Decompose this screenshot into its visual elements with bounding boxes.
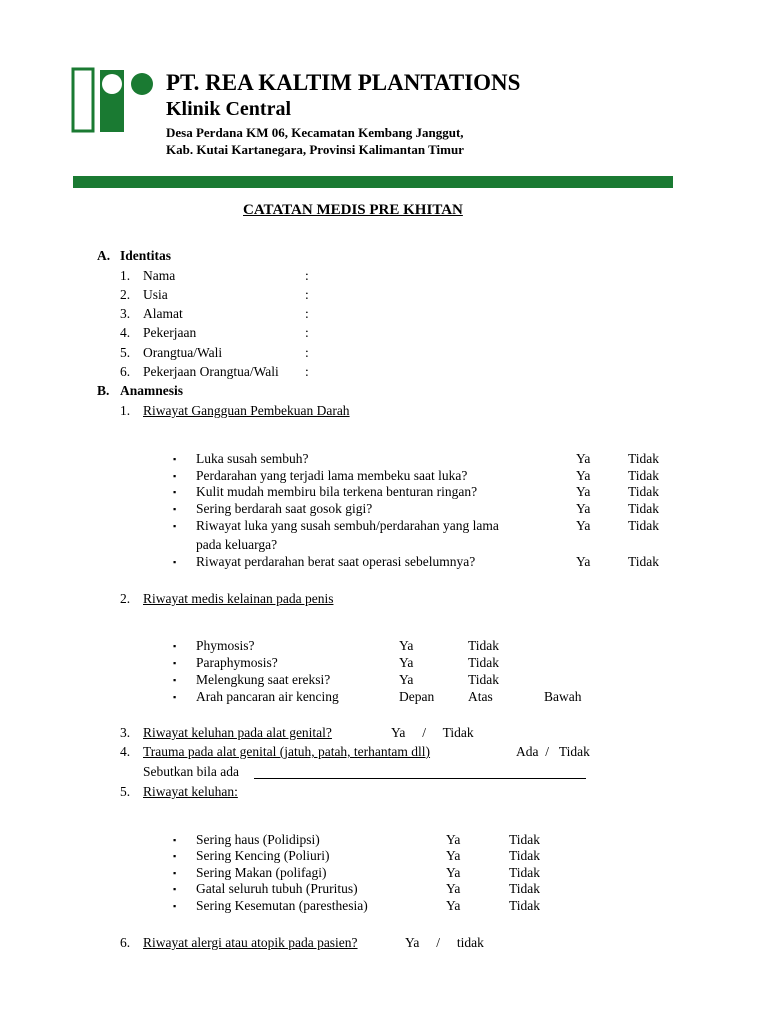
option-no: Tidak bbox=[509, 881, 541, 896]
option-up: Atas bbox=[468, 689, 493, 704]
option-yes: Ya bbox=[446, 832, 461, 847]
question-number: 3. bbox=[120, 725, 131, 740]
bullet-icon: ▪ bbox=[173, 487, 177, 497]
option-yes: Ya bbox=[576, 451, 591, 466]
company-name: PT. REA KALTIM PLANTATIONS bbox=[166, 70, 521, 95]
item-text: Riwayat perdarahan berat saat operasi sebelumnya? bbox=[196, 554, 476, 569]
row-number: 3. bbox=[120, 306, 131, 321]
field-label-pekerjaan-orangtua: Pekerjaan Orangtua/Wali bbox=[143, 364, 279, 379]
question-title-genital-complaint: Riwayat keluhan pada alat genital? bbox=[143, 725, 332, 740]
trauma-detail-label: Sebutkan bila ada bbox=[143, 764, 239, 779]
document-title: CATATAN MEDIS PRE KHITAN bbox=[243, 202, 463, 218]
option-no: Tidak bbox=[628, 518, 660, 533]
question-title-allergy: Riwayat alergi atau atopik pada pasien? bbox=[143, 935, 358, 950]
section-a-label: A. bbox=[97, 248, 111, 263]
section-a-title: Identitas bbox=[120, 248, 172, 263]
question-number: 6. bbox=[120, 935, 131, 950]
option-no: Tidak bbox=[468, 638, 500, 653]
option-no: Tidak bbox=[628, 451, 660, 466]
bullet-icon: ▪ bbox=[173, 675, 177, 685]
option-yes: Ya bbox=[576, 518, 591, 533]
option-no: Tidak bbox=[628, 468, 660, 483]
option-yes: Ya bbox=[446, 881, 461, 896]
field-label-pekerjaan: Pekerjaan bbox=[143, 325, 197, 340]
option-no: Tidak bbox=[509, 848, 541, 863]
option-yes: Ya bbox=[576, 501, 591, 516]
question-title-bleeding: Riwayat Gangguan Pembekuan Darah bbox=[143, 403, 350, 418]
question-options: Ya / Tidak bbox=[391, 725, 474, 740]
field-label-orangtua: Orangtua/Wali bbox=[143, 345, 223, 360]
option-yes: Ya bbox=[446, 848, 461, 863]
field-colon: : bbox=[305, 345, 309, 360]
field-colon: : bbox=[305, 325, 309, 340]
option-no: Tidak bbox=[509, 898, 541, 913]
item-text: Arah pancaran air kencing bbox=[196, 689, 339, 704]
row-number: 2. bbox=[120, 287, 131, 302]
field-colon: : bbox=[305, 306, 309, 321]
option-no: Tidak bbox=[628, 501, 660, 516]
option-no: Tidak bbox=[509, 865, 541, 880]
option-yes: Ya bbox=[399, 655, 414, 670]
item-text: Luka susah sembuh? bbox=[196, 451, 309, 466]
field-colon: : bbox=[305, 364, 309, 379]
bullet-icon: ▪ bbox=[173, 557, 177, 567]
option-front: Depan bbox=[399, 689, 435, 704]
item-text: Kulit mudah membiru bila terkena benturan ringan? bbox=[196, 484, 478, 499]
logo-white-dot bbox=[102, 74, 122, 94]
bullet-icon: ▪ bbox=[173, 901, 177, 911]
item-text: Perdarahan yang terjadi lama membeku saat luka? bbox=[196, 468, 468, 483]
company-logo bbox=[70, 66, 156, 134]
bullet-icon: ▪ bbox=[173, 454, 177, 464]
trauma-detail-blank-line bbox=[254, 778, 586, 779]
field-colon: : bbox=[305, 268, 309, 283]
address-line-1: Desa Perdana KM 06, Kecamatan Kembang Janggut, bbox=[166, 125, 464, 140]
field-label-usia: Usia bbox=[143, 287, 168, 302]
item-text: Gatal seluruh tubuh (Pruritus) bbox=[196, 881, 358, 896]
question-number: 1. bbox=[120, 403, 131, 418]
option-yes: Ya bbox=[399, 638, 414, 653]
row-number: 5. bbox=[120, 345, 131, 360]
row-number: 6. bbox=[120, 364, 131, 379]
clinic-name: Klinik Central bbox=[166, 98, 292, 120]
question-number: 5. bbox=[120, 784, 131, 799]
option-down: Bawah bbox=[544, 689, 582, 704]
option-yes: Ya bbox=[576, 554, 591, 569]
row-number: 1. bbox=[120, 268, 131, 283]
bullet-icon: ▪ bbox=[173, 521, 177, 531]
section-b-title: Anamnesis bbox=[120, 383, 184, 398]
item-text: Sering berdarah saat gosok gigi? bbox=[196, 501, 373, 516]
question-options: Ada / Tidak bbox=[516, 744, 590, 759]
option-yes: Ya bbox=[446, 898, 461, 913]
section-b-label: B. bbox=[97, 383, 110, 398]
bullet-icon: ▪ bbox=[173, 658, 177, 668]
item-text-continued: pada keluarga? bbox=[196, 537, 278, 552]
option-yes: Ya bbox=[446, 865, 461, 880]
question-options: Ya / tidak bbox=[405, 935, 484, 950]
address-line-2: Kab. Kutai Kartanegara, Provinsi Kalimantan Timur bbox=[166, 142, 464, 157]
item-text: Paraphymosis? bbox=[196, 655, 278, 670]
bullet-icon: ▪ bbox=[173, 692, 177, 702]
header-divider bbox=[73, 176, 673, 188]
bullet-icon: ▪ bbox=[173, 471, 177, 481]
bullet-icon: ▪ bbox=[173, 851, 177, 861]
option-no: Tidak bbox=[468, 655, 500, 670]
bullet-icon: ▪ bbox=[173, 868, 177, 878]
question-number: 2. bbox=[120, 591, 131, 606]
item-text: Riwayat luka yang susah sembuh/perdarahan yang lama bbox=[196, 518, 499, 533]
option-yes: Ya bbox=[576, 484, 591, 499]
option-no: Tidak bbox=[628, 554, 660, 569]
question-title-trauma: Trauma pada alat genital (jatuh, patah, terhantam dll) bbox=[143, 744, 431, 759]
bullet-icon: ▪ bbox=[173, 641, 177, 651]
row-number: 4. bbox=[120, 325, 131, 340]
item-text: Sering Kesemutan (paresthesia) bbox=[196, 898, 368, 913]
item-text: Sering Makan (polifagi) bbox=[196, 865, 327, 880]
logo-green-dot bbox=[131, 73, 153, 95]
field-colon: : bbox=[305, 287, 309, 302]
bullet-icon: ▪ bbox=[173, 884, 177, 894]
option-no: Tidak bbox=[468, 672, 500, 687]
field-label-alamat: Alamat bbox=[143, 306, 183, 321]
question-number: 4. bbox=[120, 744, 131, 759]
option-no: Tidak bbox=[509, 832, 541, 847]
logo-outline-bar bbox=[73, 69, 93, 131]
bullet-icon: ▪ bbox=[173, 835, 177, 845]
item-text: Phymosis? bbox=[196, 638, 255, 653]
question-title-penis: Riwayat medis kelainan pada penis bbox=[143, 591, 334, 606]
option-yes: Ya bbox=[399, 672, 414, 687]
item-text: Melengkung saat ereksi? bbox=[196, 672, 331, 687]
item-text: Sering Kencing (Poliuri) bbox=[196, 848, 330, 863]
question-title-complaints: Riwayat keluhan: bbox=[143, 784, 238, 799]
field-label-nama: Nama bbox=[143, 268, 176, 283]
item-text: Sering haus (Polidipsi) bbox=[196, 832, 320, 847]
bullet-icon: ▪ bbox=[173, 504, 177, 514]
option-yes: Ya bbox=[576, 468, 591, 483]
option-no: Tidak bbox=[628, 484, 660, 499]
